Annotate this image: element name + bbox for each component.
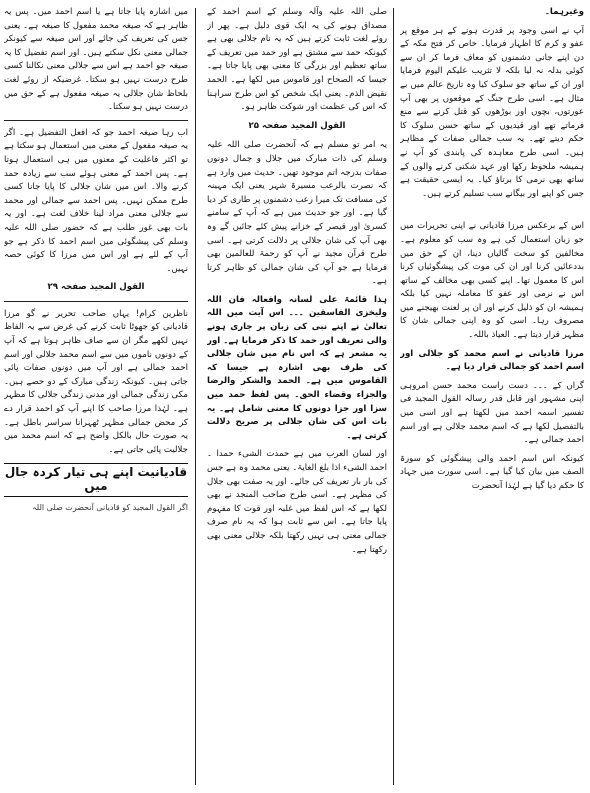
right-column <box>400 6 584 787</box>
paragraph: صلی اللہ علیہ وآلہ وسلم کے اسم احمد کے مصداق ہونے کی یہ ایک قوی دلیل ہے۔ پھر از روئے لغت ثابت کرتے ہیں کہ یہ نام جلالی بھی ہے کیونکہ حمد سے مشتق ہے اور حمد میں تعریف کے ساتھ تعظیم اور بزرگی کا معنی بھی پایا جاتا ہے۔ جیسا کہ الصحاح اور قاموس میں لکھا ہے۔ الحمد نقیض الذم۔ یعنی ایک شخص کو اس طرح سراہنا کہ اس کی عظمت اور شوکت ظاہر ہو۔ <box>207 7 387 113</box>
spacer <box>400 206 584 220</box>
paragraph: کیونکہ اس اسم احمد والی پیشگوئی کو سورۃ الصف میں بیان کیا گیا ہے۔ اسی سورت میں جہاد کا حکم دیا گیا ہے لہٰذا آنحضرت <box>400 453 584 491</box>
paragraph: مرزا قادیانی نے اسم محمد کو جلالی اور اسم احمد کو جمالی قرار دیا ہے۔ <box>400 348 584 373</box>
citation: القول المجید صفحہ ۲۹ <box>47 282 145 293</box>
separator <box>4 120 188 121</box>
paragraph: اگر القول المجید کو قادیانی آنحضرت صلی اللہ <box>32 502 188 512</box>
column-divider <box>393 8 394 785</box>
paragraph: یہ امر تو مسلم ہے کہ آنحضرت صلی اللہ علیہ وسلم کی ذات مبارک میں جلال و جمال دونوں صفات بدرجہ اتم موجود تھیں۔ حدیث میں وارد ہے کہ نصرت بالرعب مسیرۃ شہر یعنی ایک مہینہ کی مسافت تک میرا رعب دشمنوں پر طاری کر دیا گیا ہے۔ اور جو حدیث میں ہے کہ آپ کے سامنے کسریٰ اور قیصر کے خزانے پیش کئے جائیں گے وہ بھی آپ کی شان جلالی پر دلالت کرتی ہے۔ اسی طرح قرآن مجید نے آپ کو رحمۃ للعالمین بھی فرمایا ہے جو آپ کی شان جمالی کو ظاہر کرتا ہے۔ <box>207 140 387 287</box>
paragraph: میں اشارہ پایا جاتا ہے یا اسم احمد میں۔ پس یہ ظاہر ہے کہ صیغہ محمد مفعول کا صیغہ ہے۔ یعنی جس کی تعریف کی جائے اور اس صیغہ سے کیونکر جمالی معنی نکل سکتے ہیں۔ اور اسم تفضیل کا یہ صیغہ جو احمد ہے اس سے جلالی معنی نکالنا کسی طرح درست نہیں ہو سکتا۔ غرضیکہ از روئے لغت بلحاظ شان جلالی یہ صیغہ مفعول ہے کے حق میں درست نہیں ہو سکتا۔ <box>4 7 188 113</box>
column-divider <box>195 8 196 785</box>
paragraph: ہذا قائمۃ علی لسانہ وافعالہ فان اللہ ولیخزی الفاسقین ۔۔۔ اس آیت میں اللہ تعالیٰ نے اپنے نبی کی زبان پر جاری ہونے والی تعریف اور حمد کا ذکر فرمایا ہے۔ اور یہ مشعر ہے کہ اس نام میں شان جلالی کی طرف بھی اشارہ ہے جیسا کہ القاموس میں ہے۔ الحمد والشکر والرضا والجزاء وقضاء الحق۔ پس لفظ حمد میں سزا اور جزا دونوں کا معنی شامل ہے۔ یہ بات اس کی شان جلالی پر صریح دلالت کرتی ہے۔ <box>207 294 387 441</box>
middle-column <box>207 6 387 787</box>
separator <box>4 301 188 302</box>
paragraph: اس کے برعکس مرزا قادیانی نے اپنی تحریرات میں جو زبان استعمال کی ہے وہ سب کو معلوم ہے۔ مخالفین کو سخت گالیاں دینا، ان کے حق میں بددعائیں کرنا اور ان کی موت کی پیشگوئیاں کرنا اس کا معمول تھا۔ اپنے کسی بھی مخالف کے ساتھ اس نے نرمی اور عفو کا معاملہ نہیں کیا بلکہ ہمیشہ ان کو ذلیل کرنے اور ان پر لعنت بھیجنے میں مصروف رہا۔ اسی کو وہ اپنی جمالی شان کا مظہر قرار دیتا ہے۔ العیاذ باللہ۔ <box>400 221 584 341</box>
paragraph: اب رہا صیغہ احمد جو کہ افعل التفضیل ہے۔ اگر یہ صیغہ مفعول کے معنی میں استعمال ہو سکتا ہے تو اکثر فاعلیت کے معنوں میں ہی استعمال ہوتا ہے۔ پس احمد کے معنی ہوئے سب سے زیادہ حمد کرنے والا۔ اس میں شان جلالی کا پایا جانا کسی طرح ممکن نہیں۔ پس احمد سے جمالی اور محمد سے جلالی معنی مراد لینا خلاف لغت ہے۔ اور یہ بات بھی غور طلب ہے کہ حضور صلی اللہ علیہ وسلم کی پیشگوئی میں اسم احمد کا ذکر ہے جو آپ کے لئے ہے اور اس میں مرزا کا کوئی حصہ نہیں۔ <box>4 127 188 274</box>
citation: القول المجید صفحہ ۲۵ <box>248 120 346 131</box>
paragraph: گراں کے ۔۔۔ دست راست محمد حسن امروہی اپنی مشہور اور قابل قدر رسالہ القول المجید فی تفسیر اسمہ احمد میں لکھتا ہے اور اسی میں بالتفصیل لکھا ہے کہ اسم محمد جلالی ہے اور اسم احمد جمالی ہے۔ <box>400 380 584 446</box>
paragraph: ناظرین کرام! یہاں صاحب تحریر نے گو مرزا قادیانی کو جھوٹا ثابت کرنے کی غرض سے یہ الفاظ نہیں لکھے مگر ان سے صاف ظاہر ہوتا ہے کہ آپ کے دونوں ناموں میں سے اسم محمد جلالی اور اسم احمد جمالی ہے اور آپ میں دونوں صفات پائی جاتی ہیں۔ کیونکہ زندگی مبارک کے دو حصے ہیں۔ مکی زندگی جمالی اور مدنی زندگی جلالی کا مظہر ہے۔ لہٰذا مرزا صاحب کا اپنے آپ کو احمد قرار دے کر محض جمالی مظہر ٹھہرانا سراسر باطل ہے۔ یہ صورت حال بالکل واضح ہے کہ اسم محمد میں جلالیت پائی جاتی ہے۔ <box>4 308 188 455</box>
section-heading: وغیرہما۔ <box>544 7 584 17</box>
section-heading: قادیانیت اپنے ہی تیار کردہ جال میں <box>4 463 188 496</box>
paragraph: آپ نے اسی وجود پر قدرت ہونے کے ہر موقع پر عفو و کرم کا اظہار فرمایا۔ خاص کر فتح مکہ کے دن اپنے جانی دشمنوں کو معاف فرما کر ان سے کوئی بدلہ نہ لیا بلکہ لا تثریب علیکم الیوم فرمایا اور ان کے ساتھ جو سلوک کیا وہ تاریخ عالم میں بے مثال ہے۔ اسی طرح جنگ کے موقعوں پر بھی آپ عورتوں، بچوں اور بوڑھوں کو قتل کرنے سے منع فرماتے تھے اور قیدیوں کے ساتھ حسن سلوک کا حکم دیتے تھے۔ یہ سب جمالی صفات کے مظاہر ہیں۔ اسی طرح معاہدہ کی پابندی کو آپ نے ہمیشہ ملحوظ رکھا اور عہد شکنی کرنے والوں کے ساتھ بھی نرمی کا برتاؤ کیا۔ یہ ایسی حقیقت ہے جس کو اپنے اور بیگانے سب تسلیم کرتے ہیں۔ <box>400 25 584 199</box>
left-column <box>4 6 188 787</box>
paragraph: اور لسان العرب میں ہے حمدت الشیء حمدا ۔ احمد الشیء اذا بلغ الغایۃ۔ یعنی محمد وہ ہے جس کی بار بار تعریف کی جائے۔ اور یہ صفت بھی جلال کی مظہر ہے۔ اسی طرح صاحب المنجد نے بھی لکھا ہے کہ اس لفظ میں غلبہ اور قوت کا مفہوم پایا جاتا ہے۔ اس سے ثابت ہوا کہ یہ نام صرف جمالی معنی ہی نہیں رکھتا بلکہ جلالی معنی بھی رکھتا ہے۔ <box>207 449 387 555</box>
